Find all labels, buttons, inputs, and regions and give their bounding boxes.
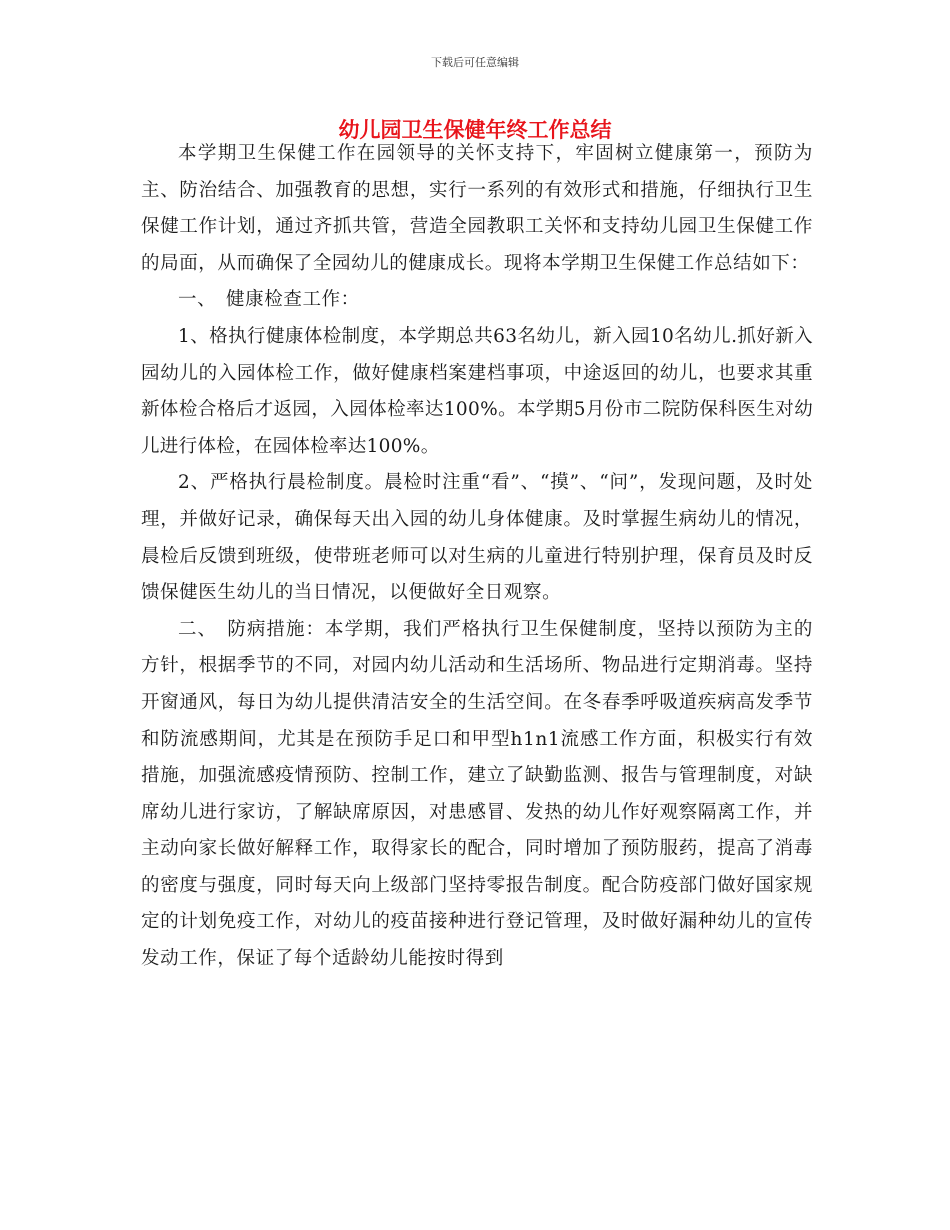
document-title: 幼儿园卫生保健年终工作总结 (338, 117, 612, 142)
header-note: 下载后可任意编辑 (431, 56, 519, 69)
paragraph-physical-exam: 1、格执行健康体检制度，本学期总共63名幼儿，新入园10名幼儿.抓好新入园幼儿的入园体检工作，做好健康档案建档事项，中途返回的幼儿，也要求其重新体检合格后才返园，入园体检率达100%。本学期5月份市二院防保科医生对幼儿进行体检，在园体检率达100%。 (141, 325, 813, 457)
paragraph-intro: 本学期卫生保健工作在园领导的关怀支持下，牢固树立健康第一，预防为主、防治结合、加强教育的思想，实行一系列的有效形式和措施，仔细执行卫生保健工作计划，通过齐抓共管，营造全园教职工关怀和支持幼儿园卫生保健工作的局面，从而确保了全园幼儿的健康成长。现将本学期卫生保健工作总结如下： (141, 143, 813, 274)
paragraph-prevention: 二、 防病措施：本学期，我们严格执行卫生保健制度，坚持以预防为主的方针，根据季节的不同，对园内幼儿活动和生活场所、物品进行定期消毒。坚持开窗通风，每日为幼儿提供清洁安全的生活空间。在冬春季呼吸道疾病高发季节和防流感期间，尤其是在预防手足口和甲型h1n1流感工作方面，积极实行有效措施，加强流感疫情预防、控制工作，建立了缺勤监测、报告与管理制度，对缺席幼儿进行家访，了解缺席原因，对患感冒、发热的幼儿作好观察隔离工作，并主动向家长做好解释工作，取得家长的配合，同时增加了预防服药，提高了消毒的密度与强度，同时每天向上级部门坚持零报告制度。配合防疫部门做好国家规定的计划免疫工作，对幼儿的疫苗接种进行登记管理，及时做好漏种幼儿的宣传发动工作，保证了每个适龄幼儿能按时得到 (141, 618, 813, 970)
paragraph-morning-check: 2、严格执行晨检制度。晨检时注重“看”、“摸”、“问”，发现问题，及时处理，并做好记录，确保每天出入园的幼儿身体健康。及时掌握生病幼儿的情况，晨检后反馈到班级，使带班老师可以对生病的儿童进行特别护理，保育员及时反馈保健医生幼儿的当日情况，以便做好全日观察。 (141, 472, 813, 604)
document-body (141, 136, 813, 978)
section-heading-health-check: 一、 健康检查工作： (178, 289, 360, 311)
